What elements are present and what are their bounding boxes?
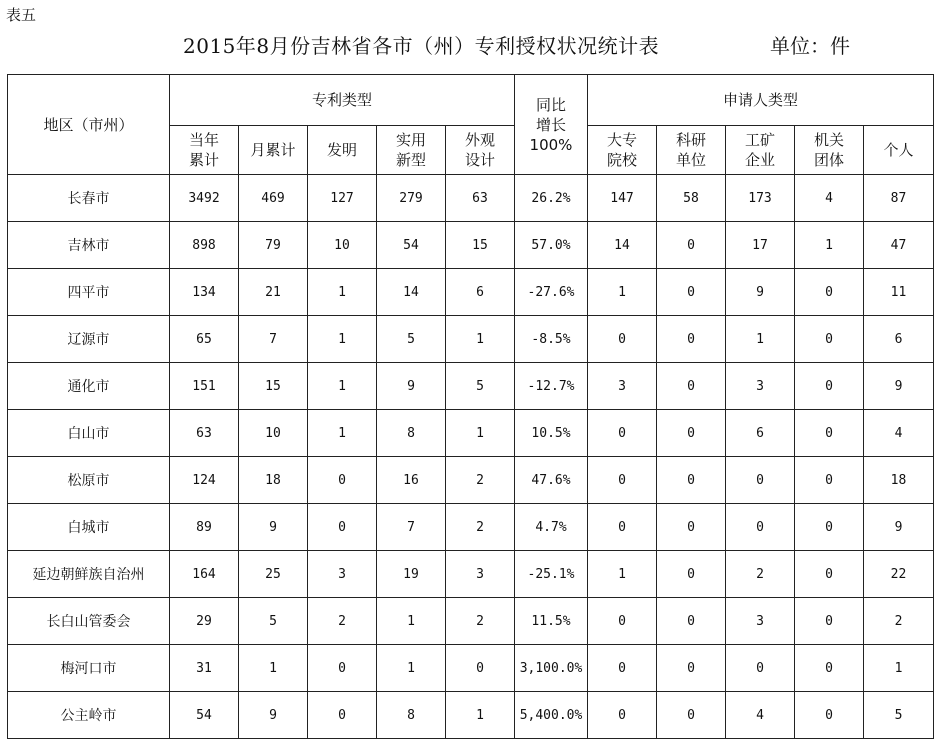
cell-individual: 2 (864, 598, 934, 645)
table-row (8, 363, 934, 410)
cell-invention: 0 (308, 645, 377, 692)
cell-invention: 1 (308, 410, 377, 457)
cell-institution: 1 (795, 222, 864, 269)
cell-design: 6 (446, 269, 515, 316)
cell-design: 63 (446, 175, 515, 222)
cell-research: 0 (657, 645, 726, 692)
unit-label: 单位：件 (770, 34, 850, 58)
cell-month-total: 7 (239, 316, 308, 363)
cell-current-year: 63 (170, 410, 239, 457)
cell-month-total: 21 (239, 269, 308, 316)
cell-enterprise: 17 (726, 222, 795, 269)
cell-invention: 0 (308, 692, 377, 739)
cell-university: 147 (588, 175, 657, 222)
table-row (8, 645, 934, 692)
table-row (8, 222, 934, 269)
cell-individual: 22 (864, 551, 934, 598)
cell-current-year: 54 (170, 692, 239, 739)
cell-university: 0 (588, 598, 657, 645)
table-row (8, 175, 934, 222)
cell-design: 0 (446, 645, 515, 692)
cell-individual: 1 (864, 645, 934, 692)
cell-research: 0 (657, 551, 726, 598)
cell-region: 公主岭市 (8, 692, 170, 739)
cell-region: 白城市 (8, 504, 170, 551)
cell-individual: 4 (864, 410, 934, 457)
cell-utility: 7 (377, 504, 446, 551)
cell-research: 58 (657, 175, 726, 222)
cell-institution: 0 (795, 598, 864, 645)
cell-individual: 5 (864, 692, 934, 739)
cell-region: 吉林市 (8, 222, 170, 269)
cell-institution: 0 (795, 269, 864, 316)
header-row-1 (8, 75, 934, 126)
cell-current-year: 898 (170, 222, 239, 269)
cell-institution: 0 (795, 457, 864, 504)
header-invention: 发明 (308, 126, 377, 175)
cell-research: 0 (657, 457, 726, 504)
cell-yoy: -27.6% (515, 269, 588, 316)
header-enterprise-text: 工矿 企业 (744, 131, 775, 169)
table-body (8, 175, 934, 739)
cell-design: 2 (446, 457, 515, 504)
cell-individual: 87 (864, 175, 934, 222)
cell-yoy: 5,400.0% (515, 692, 588, 739)
cell-design: 15 (446, 222, 515, 269)
cell-design: 1 (446, 410, 515, 457)
cell-institution: 0 (795, 363, 864, 410)
cell-enterprise: 3 (726, 363, 795, 410)
cell-month-total: 5 (239, 598, 308, 645)
cell-institution: 0 (795, 504, 864, 551)
header-yoy-text: 同比 增长 100% (529, 95, 573, 154)
cell-month-total: 25 (239, 551, 308, 598)
cell-month-total: 469 (239, 175, 308, 222)
cell-utility: 16 (377, 457, 446, 504)
table-row (8, 269, 934, 316)
header-current-year-text: 当年 累计 (188, 131, 219, 169)
table-row (8, 692, 934, 739)
cell-research: 0 (657, 598, 726, 645)
header-institution (795, 126, 864, 175)
cell-utility: 5 (377, 316, 446, 363)
header-university (588, 126, 657, 175)
cell-research: 0 (657, 410, 726, 457)
cell-research: 0 (657, 222, 726, 269)
cell-yoy: 4.7% (515, 504, 588, 551)
cell-research: 0 (657, 363, 726, 410)
table-row (8, 504, 934, 551)
cell-enterprise: 0 (726, 504, 795, 551)
table-row (8, 316, 934, 363)
header-enterprise (726, 126, 795, 175)
cell-region: 延边朝鲜族自治州 (8, 551, 170, 598)
cell-current-year: 134 (170, 269, 239, 316)
cell-current-year: 89 (170, 504, 239, 551)
cell-individual: 47 (864, 222, 934, 269)
cell-institution: 0 (795, 645, 864, 692)
cell-design: 3 (446, 551, 515, 598)
cell-enterprise: 3 (726, 598, 795, 645)
header-research-text: 科研 单位 (675, 131, 706, 169)
header-institution-text: 机关 团体 (813, 131, 844, 169)
cell-invention: 127 (308, 175, 377, 222)
cell-invention: 0 (308, 504, 377, 551)
header-design (446, 126, 515, 175)
header-month-total: 月累计 (239, 126, 308, 175)
cell-invention: 0 (308, 457, 377, 504)
cell-utility: 1 (377, 598, 446, 645)
header-current-year (170, 126, 239, 175)
cell-region: 四平市 (8, 269, 170, 316)
cell-month-total: 15 (239, 363, 308, 410)
cell-month-total: 79 (239, 222, 308, 269)
cell-design: 2 (446, 504, 515, 551)
header-patent-type: 专利类型 (170, 75, 515, 126)
cell-enterprise: 0 (726, 645, 795, 692)
cell-university: 0 (588, 457, 657, 504)
cell-university: 0 (588, 410, 657, 457)
cell-region: 松原市 (8, 457, 170, 504)
cell-month-total: 9 (239, 504, 308, 551)
header-region: 地区（市州） (8, 75, 170, 175)
cell-yoy: 57.0% (515, 222, 588, 269)
cell-current-year: 151 (170, 363, 239, 410)
cell-utility: 8 (377, 410, 446, 457)
cell-research: 0 (657, 269, 726, 316)
header-design-text: 外观 设计 (464, 131, 495, 169)
cell-design: 1 (446, 316, 515, 363)
cell-yoy: 3,100.0% (515, 645, 588, 692)
cell-yoy: 11.5% (515, 598, 588, 645)
cell-region: 长春市 (8, 175, 170, 222)
cell-research: 0 (657, 316, 726, 363)
cell-region: 梅河口市 (8, 645, 170, 692)
header-yoy (515, 75, 588, 175)
cell-current-year: 3492 (170, 175, 239, 222)
cell-yoy: 10.5% (515, 410, 588, 457)
cell-individual: 11 (864, 269, 934, 316)
cell-enterprise: 2 (726, 551, 795, 598)
header-individual: 个人 (864, 126, 934, 175)
cell-enterprise: 1 (726, 316, 795, 363)
page-title: 2015年8月份吉林省各市（州）专利授权状况统计表 (183, 34, 660, 58)
table-row (8, 457, 934, 504)
header-university-text: 大专 院校 (606, 131, 637, 169)
cell-invention: 2 (308, 598, 377, 645)
cell-enterprise: 0 (726, 457, 795, 504)
cell-university: 0 (588, 645, 657, 692)
cell-yoy: -8.5% (515, 316, 588, 363)
header-research (657, 126, 726, 175)
cell-yoy: 26.2% (515, 175, 588, 222)
cell-individual: 9 (864, 504, 934, 551)
cell-utility: 54 (377, 222, 446, 269)
header-utility (377, 126, 446, 175)
cell-institution: 4 (795, 175, 864, 222)
cell-individual: 18 (864, 457, 934, 504)
cell-current-year: 164 (170, 551, 239, 598)
cell-month-total: 10 (239, 410, 308, 457)
cell-individual: 9 (864, 363, 934, 410)
cell-current-year: 29 (170, 598, 239, 645)
cell-design: 1 (446, 692, 515, 739)
cell-utility: 279 (377, 175, 446, 222)
cell-research: 0 (657, 692, 726, 739)
cell-region: 白山市 (8, 410, 170, 457)
cell-university: 3 (588, 363, 657, 410)
cell-invention: 3 (308, 551, 377, 598)
patent-stats-table (7, 74, 934, 739)
cell-invention: 1 (308, 316, 377, 363)
cell-current-year: 31 (170, 645, 239, 692)
cell-utility: 8 (377, 692, 446, 739)
cell-region: 辽源市 (8, 316, 170, 363)
table-row (8, 410, 934, 457)
cell-institution: 0 (795, 551, 864, 598)
cell-month-total: 9 (239, 692, 308, 739)
cell-university: 1 (588, 551, 657, 598)
cell-current-year: 65 (170, 316, 239, 363)
table-row (8, 598, 934, 645)
cell-utility: 14 (377, 269, 446, 316)
cell-current-year: 124 (170, 457, 239, 504)
cell-month-total: 1 (239, 645, 308, 692)
cell-yoy: -25.1% (515, 551, 588, 598)
cell-research: 0 (657, 504, 726, 551)
cell-yoy: -12.7% (515, 363, 588, 410)
cell-enterprise: 4 (726, 692, 795, 739)
cell-university: 0 (588, 692, 657, 739)
cell-university: 0 (588, 504, 657, 551)
table-label: 表五 (6, 6, 37, 24)
cell-yoy: 47.6% (515, 457, 588, 504)
cell-design: 2 (446, 598, 515, 645)
cell-enterprise: 9 (726, 269, 795, 316)
cell-region: 长白山管委会 (8, 598, 170, 645)
cell-utility: 9 (377, 363, 446, 410)
cell-institution: 0 (795, 410, 864, 457)
cell-institution: 0 (795, 692, 864, 739)
cell-design: 5 (446, 363, 515, 410)
cell-enterprise: 6 (726, 410, 795, 457)
cell-utility: 19 (377, 551, 446, 598)
cell-region: 通化市 (8, 363, 170, 410)
header-applicant-type: 申请人类型 (588, 75, 934, 126)
cell-university: 1 (588, 269, 657, 316)
cell-invention: 1 (308, 363, 377, 410)
cell-invention: 1 (308, 269, 377, 316)
cell-month-total: 18 (239, 457, 308, 504)
cell-university: 14 (588, 222, 657, 269)
cell-university: 0 (588, 316, 657, 363)
cell-utility: 1 (377, 645, 446, 692)
cell-individual: 6 (864, 316, 934, 363)
header-utility-text: 实用 新型 (395, 131, 426, 169)
title-row (0, 30, 949, 56)
table-row (8, 551, 934, 598)
cell-institution: 0 (795, 316, 864, 363)
cell-invention: 10 (308, 222, 377, 269)
cell-enterprise: 173 (726, 175, 795, 222)
